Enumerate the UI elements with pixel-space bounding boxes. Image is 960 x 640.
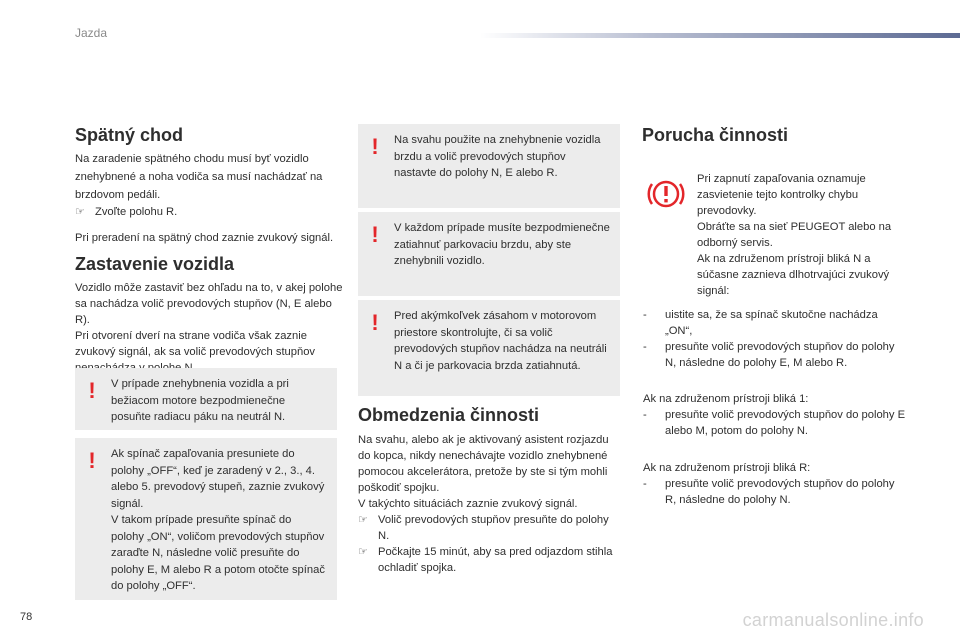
note-neutral-text: V prípade znehybnenia vozidla a pri bežiacom motore bezpodmienečne posuňte radiacu páku na neutrál N. bbox=[111, 378, 289, 423]
reverse-section bbox=[75, 150, 343, 246]
limit-paragraph-1: Na svahu, alebo ak je aktivovaný asistent rozjazdu do kopca, nikdy nenechávajte vozidlo znehybnené pomocou akcelerátora, pretože by ste si tým mohli poškodiť spojku. bbox=[358, 434, 609, 494]
limit-title: Obmedzenia činnosti bbox=[358, 405, 540, 425]
fault-text-3: Ak na združenom prístroji bliká N a súčasne zaznieva dlhotrvajúci zvukový signál: bbox=[697, 253, 890, 297]
note-neutral bbox=[75, 368, 337, 430]
note-ignition-text-1: Ak spínač zapaľovania presuniete do polohy „OFF“, keď je zaradený v 2., 3., 4. alebo 5. prevodový stupeň, zaznie zvukový signál. bbox=[111, 448, 325, 510]
limit-paragraph-2: V takýchto situáciách zaznie zvukový signál. bbox=[358, 498, 578, 510]
stop-title: Zastavenie vozidla bbox=[75, 254, 235, 274]
blink-1-section bbox=[643, 391, 908, 439]
exclamation-icon: ! bbox=[371, 134, 379, 159]
arrow-bullet-icon: ☞ bbox=[358, 514, 369, 526]
reverse-paragraph-1: Na zaradenie spätného chodu musí byť vozidlo znehybnené a noha vodiča sa musí nachádzať na brzdovom pedáli. bbox=[75, 153, 323, 201]
limit-bullet-2: ☞ Počkajte 15 minút, aby sa pred odjazdom stihla ochladiť spojka. bbox=[358, 546, 613, 574]
fault-text-2: Obráťte sa na sieť PEUGEOT alebo na odborný servis. bbox=[697, 221, 892, 249]
note-engine-bay-text: Pred akýmkoľvek zásahom v motorovom priestore skontrolujte, či sa volič prevodových stupňov nachádza na neutráli N a či je parkovacia brzda zatiahnutá. bbox=[394, 310, 607, 372]
page-number: 78 bbox=[20, 611, 33, 623]
note-slope-text: Na svahu použite na znehybnenie vozidla brzdu a volič prevodových stupňov nastavte do polohy N, E alebo R. bbox=[394, 134, 601, 179]
header-section-label: Jazda bbox=[75, 26, 108, 40]
blink-r-intro: Ak na združenom prístroji bliká R: bbox=[643, 462, 811, 474]
blink-r-dash: - presuňte volič prevodových stupňov do polohy R, následne do polohy N. bbox=[643, 478, 895, 506]
blink-1-intro: Ak na združenom prístroji bliká 1: bbox=[643, 393, 809, 405]
exclamation-icon: ! bbox=[371, 222, 379, 247]
fault-title: Porucha činnosti bbox=[642, 125, 789, 145]
arrow-bullet-icon: ☞ bbox=[358, 546, 369, 558]
gearbox-fault-icon bbox=[647, 175, 685, 213]
exclamation-icon: ! bbox=[88, 448, 96, 473]
reverse-title: Spätný chod bbox=[75, 125, 184, 145]
note-engine-bay bbox=[358, 300, 620, 396]
header-decoration-bar bbox=[480, 33, 960, 38]
stop-section bbox=[75, 280, 343, 376]
stop-paragraph-2: Pri otvorení dverí na strane vodiča však zaznie zvukový signál, ak sa volič prevodových stupňov bbox=[75, 330, 316, 358]
watermark: carmanualsonline.info bbox=[742, 610, 924, 630]
reverse-bullet: ☞ Zvoľte polohu R. bbox=[75, 206, 178, 218]
exclamation-icon: ! bbox=[371, 310, 379, 335]
note-parking-brake bbox=[358, 212, 620, 296]
note-ignition-text bbox=[111, 446, 327, 595]
blink-1-dash: - presuňte volič prevodových stupňov do polohy E alebo M, potom do polohy N. bbox=[643, 409, 906, 437]
stop-paragraph-1: Vozidlo môže zastaviť bez ohľadu na to, v akej polohe sa nachádza volič prevodových stupňov (N, E alebo R). bbox=[75, 282, 343, 326]
note-parking-brake-text: V každom prípade musíte bezpodmienečne zatiahnuť parkovaciu brzdu, aby ste znehybnili vozidlo. bbox=[394, 222, 610, 267]
note-ignition-text-2: V takom prípade presuňte spínač do polohy „ON“, voličom prevodových stupňov zaraďte N, následne volič presuňte do polohy E, M alebo R a potom otočte spínač do polohy „OFF“. bbox=[111, 514, 325, 592]
blink-r-section bbox=[643, 460, 908, 508]
reverse-paragraph-2: Pri preradení na spätný chod zaznie zvukový signál. bbox=[75, 232, 334, 244]
fault-icon-text bbox=[697, 171, 912, 299]
fault-steps bbox=[643, 307, 908, 371]
note-slope bbox=[358, 124, 620, 208]
fault-dash-1: - uistite sa, že sa spínač skutočne nachádza „ON“, bbox=[643, 309, 878, 337]
exclamation-icon: ! bbox=[88, 378, 96, 403]
note-ignition bbox=[75, 438, 337, 600]
limit-section bbox=[358, 432, 620, 576]
limit-bullet-1: ☞ Volič prevodových stupňov presuňte do polohy N. bbox=[358, 514, 609, 542]
fault-dash-2: - presuňte volič prevodových stupňov do polohy N, následne do polohy E, M alebo R. bbox=[643, 341, 895, 369]
fault-text-1: Pri zapnutí zapaľovania oznamuje zasvietenie tejto kontrolky chybu prevodovky. bbox=[697, 173, 866, 217]
arrow-bullet-icon: ☞ bbox=[75, 206, 86, 218]
